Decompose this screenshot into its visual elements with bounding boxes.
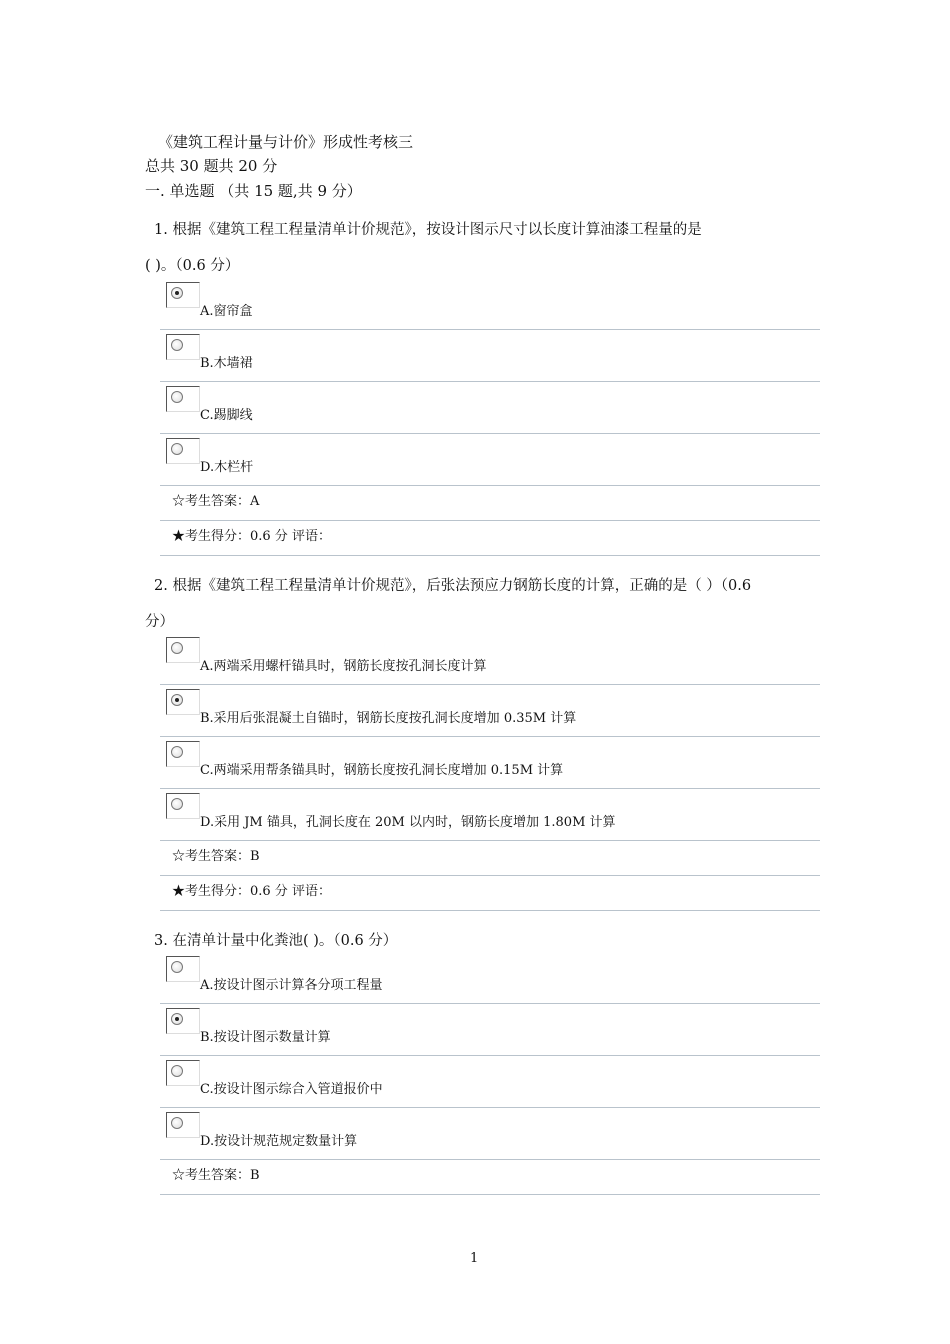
radio-box[interactable] [166, 438, 200, 464]
radio-unchecked-icon[interactable] [171, 1117, 183, 1129]
radio-box[interactable] [166, 741, 200, 767]
option-label: B.按设计图示数量计算 [200, 1030, 331, 1045]
option-label: D.木栏杆 [200, 460, 254, 475]
question-2-line-1: 2. 根据《建筑工程工程量清单计价规范》，后张法预应力钢筋长度的计算，正确的是（ ）（0.6 [154, 578, 752, 594]
radio-unchecked-icon[interactable] [171, 443, 183, 455]
question-3-answer [160, 1160, 820, 1195]
question-1-answer [160, 486, 820, 521]
radio-box[interactable] [166, 386, 200, 412]
question-1-option-d[interactable] [160, 434, 820, 486]
question-1-line-2: ( )。（0.6 分） [145, 258, 240, 274]
radio-box[interactable] [166, 793, 200, 819]
document-title: 《建筑工程计量与计价》形成性考核三 [158, 133, 414, 151]
question-2-answer [160, 841, 820, 876]
option-label: C.两端采用帮条锚具时，钢筋长度按孔洞长度增加 0.15M 计算 [200, 763, 564, 778]
radio-checked-icon[interactable] [171, 1013, 183, 1025]
question-3-line-1: 3. 在清单计量中化粪池( )。（0.6 分） [154, 933, 398, 949]
radio-unchecked-icon[interactable] [171, 339, 183, 351]
option-label: A.两端采用螺杆锚具时，钢筋长度按孔洞长度计算 [200, 659, 487, 674]
answer-text: ☆考生答案：B [172, 1168, 260, 1183]
answer-text: ☆考生答案：A [172, 494, 260, 509]
question-3-option-c[interactable] [160, 1056, 820, 1108]
section-heading: 一. 单选题 （共 15 题,共 9 分） [145, 182, 362, 200]
question-1-score [160, 521, 820, 556]
radio-unchecked-icon[interactable] [171, 961, 183, 973]
question-2-option-a[interactable] [160, 633, 820, 685]
radio-box[interactable] [166, 689, 200, 715]
question-2-option-d[interactable] [160, 789, 820, 841]
question-3-option-d[interactable] [160, 1108, 820, 1160]
radio-unchecked-icon[interactable] [171, 391, 183, 403]
question-2-score [160, 876, 820, 911]
score-text: ★考生得分：0.6 分 评语： [172, 529, 331, 544]
question-2-option-c[interactable] [160, 737, 820, 789]
page-number: 1 [470, 1251, 479, 1266]
radio-box[interactable] [166, 1112, 200, 1138]
radio-box[interactable] [166, 1008, 200, 1034]
option-label: B.木墙裙 [200, 356, 253, 371]
radio-box[interactable] [166, 637, 200, 663]
radio-box[interactable] [166, 956, 200, 982]
radio-unchecked-icon[interactable] [171, 1065, 183, 1077]
radio-box[interactable] [166, 334, 200, 360]
exam-summary: 总共 30 题共 20 分 [145, 157, 278, 175]
question-1-text [145, 212, 825, 284]
option-label: C.按设计图示综合入管道报价中 [200, 1082, 383, 1097]
question-2-text [145, 568, 825, 640]
radio-unchecked-icon[interactable] [171, 798, 183, 810]
question-1-option-b[interactable] [160, 330, 820, 382]
score-text: ★考生得分：0.6 分 评语： [172, 884, 331, 899]
option-label: C.踢脚线 [200, 408, 253, 423]
option-label: B.采用后张混凝土自锚时，钢筋长度按孔洞长度增加 0.35M 计算 [200, 711, 577, 726]
radio-checked-icon[interactable] [171, 287, 183, 299]
radio-unchecked-icon[interactable] [171, 642, 183, 654]
radio-checked-icon[interactable] [171, 694, 183, 706]
question-3-option-b[interactable] [160, 1004, 820, 1056]
radio-box[interactable] [166, 282, 200, 308]
question-1-option-a[interactable] [160, 278, 820, 330]
radio-box[interactable] [166, 1060, 200, 1086]
question-2-option-b[interactable] [160, 685, 820, 737]
question-1-option-c[interactable] [160, 382, 820, 434]
question-1-line-1: 1. 根据《建筑工程工程量清单计价规范》，按设计图示尺寸以长度计算油漆工程量的是 [154, 222, 702, 238]
option-label: A.按设计图示计算各分项工程量 [200, 978, 383, 993]
question-2-line-2: 分） [145, 614, 174, 630]
answer-text: ☆考生答案：B [172, 849, 260, 864]
option-label: D.采用 JM 锚具，孔洞长度在 20M 以内时，钢筋长度增加 1.80M 计算 [200, 815, 616, 830]
question-3-option-a[interactable] [160, 952, 820, 1004]
option-label: A.窗帘盒 [200, 304, 253, 319]
option-label: D.按设计规范规定数量计算 [200, 1134, 358, 1149]
radio-unchecked-icon[interactable] [171, 746, 183, 758]
